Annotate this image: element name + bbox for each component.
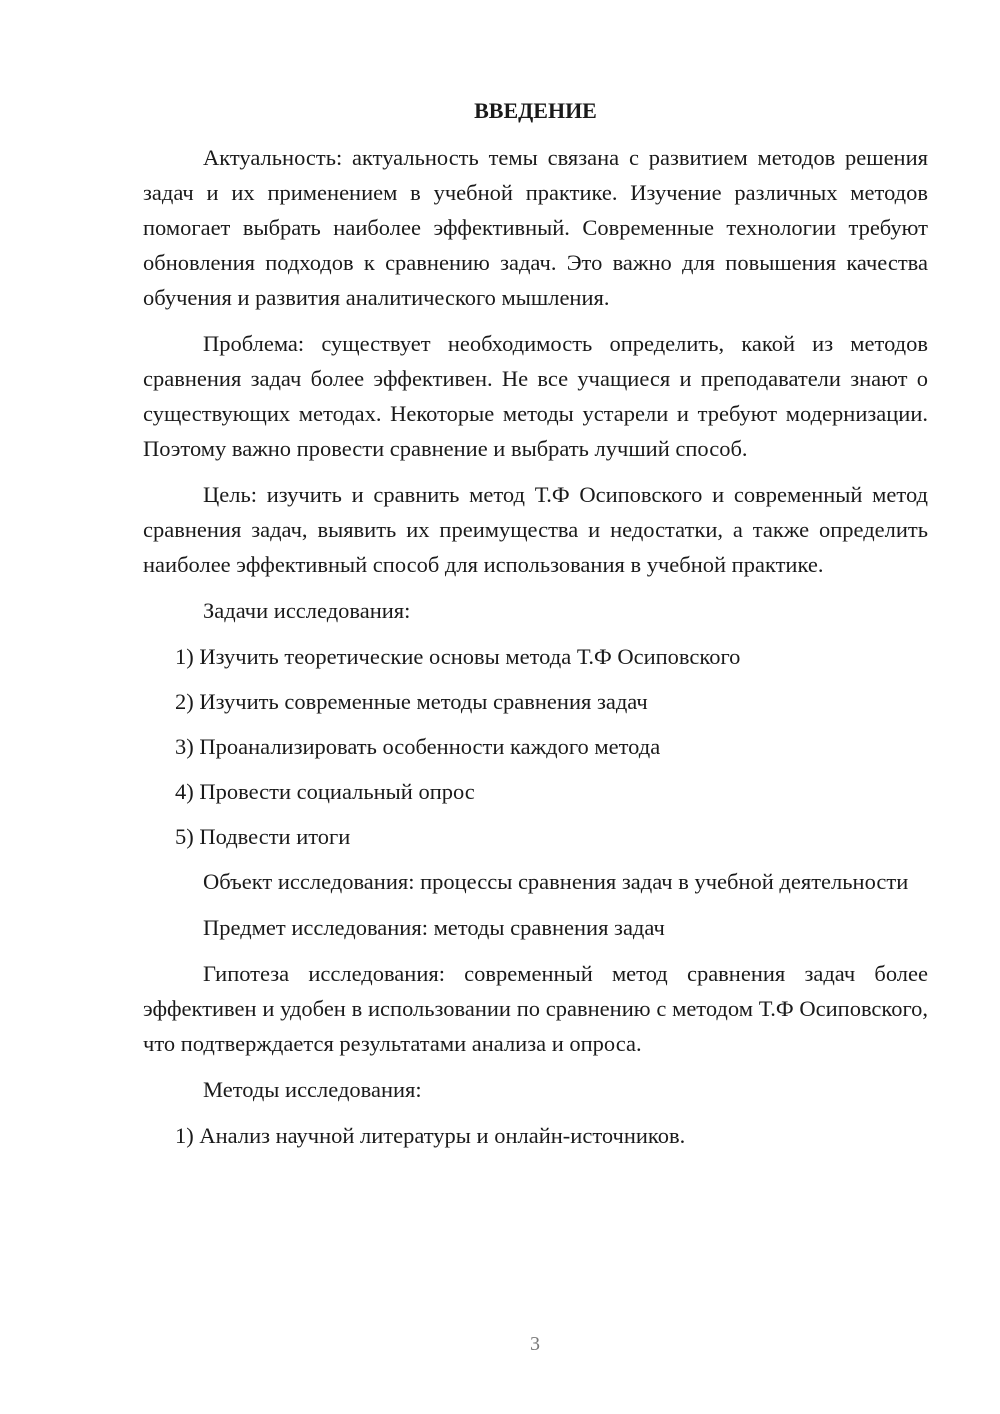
task-item-3: 3) Проанализировать особенности каждого метода <box>175 734 661 759</box>
task-item-4: 4) Провести социальный опрос <box>175 779 475 804</box>
tasks-heading: Задачи исследования: <box>203 598 411 623</box>
methods-heading: Методы исследования: <box>203 1077 422 1102</box>
task-item-1: 1) Изучить теоретические основы метода Т.Ф Осиповского <box>175 644 741 669</box>
task-item-5: 5) Подвести итоги <box>175 824 351 849</box>
page-content <box>143 94 928 1163</box>
task-item-2: 2) Изучить современные методы сравнения задач <box>175 689 648 714</box>
relevance-paragraph: Актуальность: актуальность темы связана с развитием методов решения задач и их применением в учебной практике. Изучение различных методов помогает выбрать наиболее эффективный. Современные технологии требуют обновления подходов к сравнению задач. Это важно для повышения качества обучения и развития аналитического мышления. <box>143 145 928 310</box>
subject-paragraph: Предмет исследования: методы сравнения задач <box>203 915 665 940</box>
hypothesis-paragraph: Гипотеза исследования: современный метод сравнения задач более эффективен и удобен в использовании по сравнению с методом Т.Ф Осиповского, что подтверждается результатами анализа и опроса. <box>143 961 928 1056</box>
method-item-1: 1) Анализ научной литературы и онлайн-источников. <box>175 1123 686 1148</box>
problem-paragraph: Проблема: существует необходимость определить, какой из методов сравнения задач более эффективен. Не все учащиеся и преподаватели знают о существующих методах. Некоторые методы устарели и требуют модернизации. Поэтому важно провести сравнение и выбрать лучший способ. <box>143 331 928 461</box>
object-paragraph: Объект исследования: процессы сравнения задач в учебной деятельности <box>203 869 909 894</box>
page-number: 3 <box>530 1333 540 1355</box>
goal-paragraph: Цель: изучить и сравнить метод Т.Ф Осиповского и современный метод сравнения задач, выявить их преимущества и недостатки, а также определить наиболее эффективный способ для использования в учебной практике. <box>143 482 928 577</box>
page-title: ВВЕДЕНИЕ <box>474 98 597 123</box>
